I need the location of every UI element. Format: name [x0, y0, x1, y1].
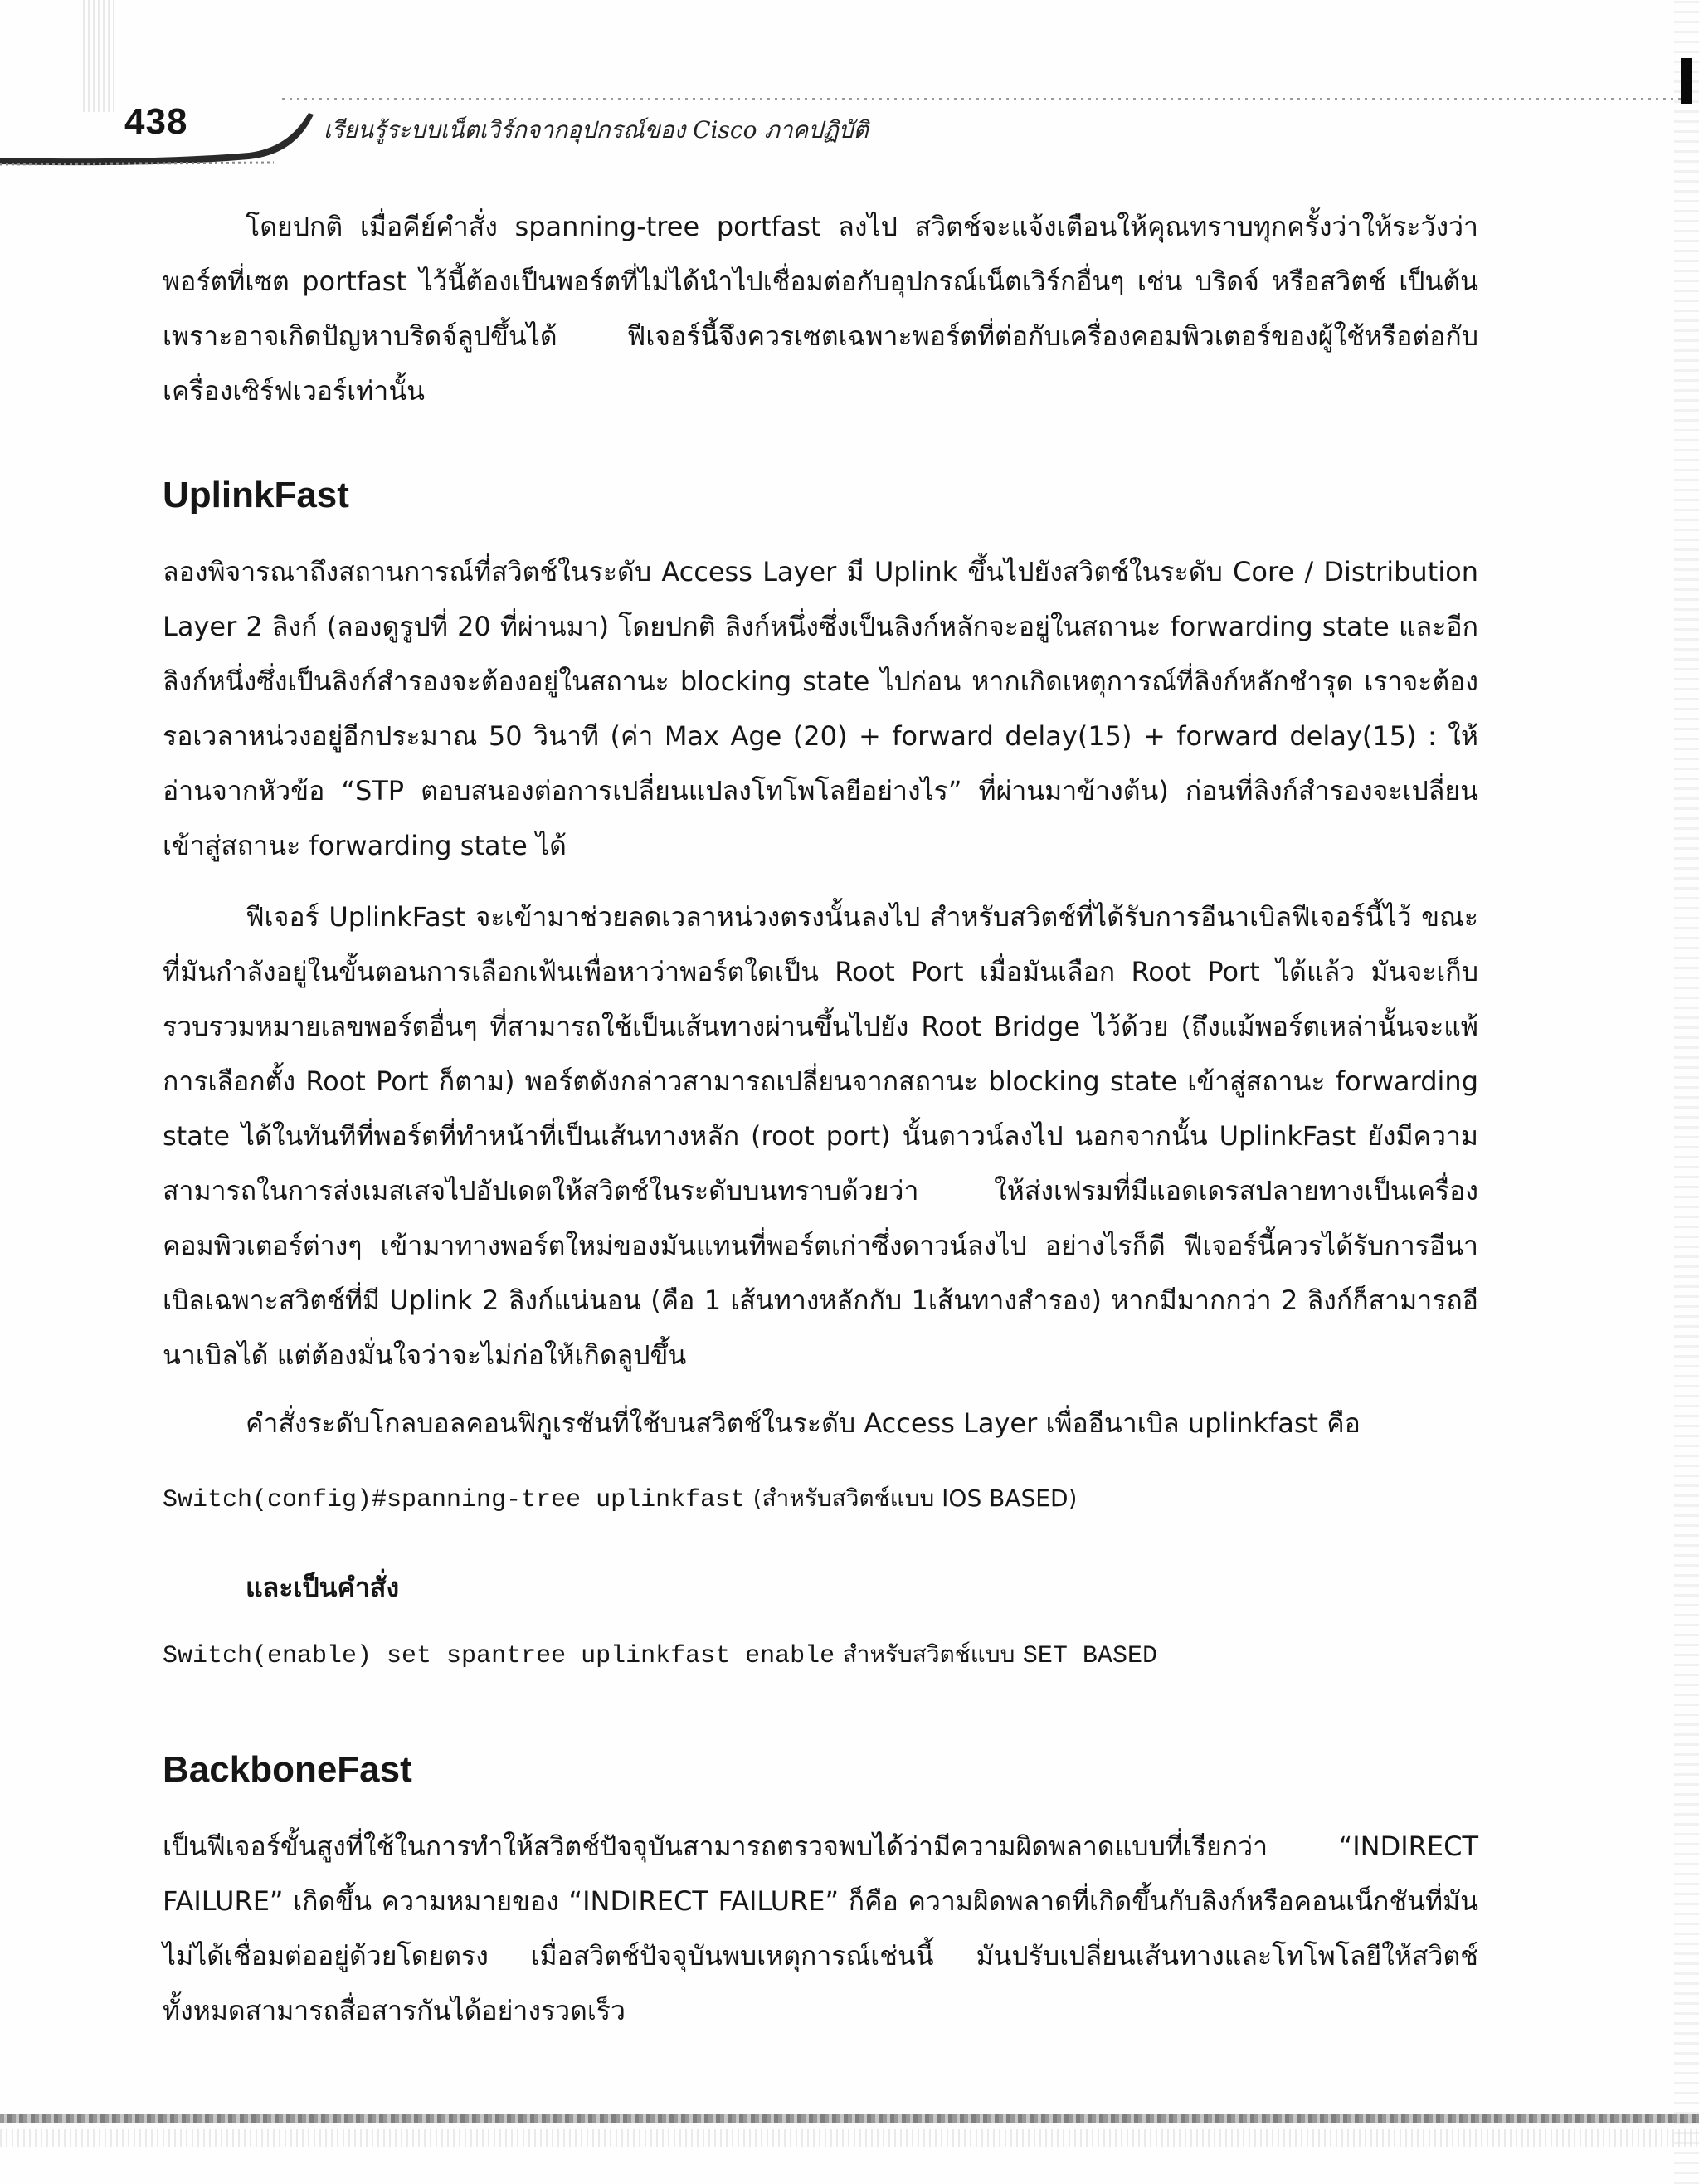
command-ios-note: (สำหรับสวิตช์แบบ IOS BASED) [752, 1484, 1078, 1512]
backbonefast-paragraph: เป็นฟีเจอร์ขั้นสูงที่ใช้ในการทำให้สวิตช์ปัจจุบันสามารถตรวจพบได้ว่ามีความผิดพลาดแบบที่เรียกว่า “INDIRECT FAILURE” เกิดขึ้น ความหมายของ “INDIRECT FAILURE” ก็คือ ความผิดพลาดที่เกิดขึ้นกับลิงก์หรือคอนเน็กชันที่มันไม่ได้เชื่อมต่ออยู่ด้วยโดยตรง เมื่อสวิตช์ปัจจุบันพบเหตุการณ์เช่นนี้ มันปรับเปลี่ยนเส้นทางและโทโพโลยีให้สวิตช์ทั้งหมดสามารถสื่อสารกันได้อย่างรวดเร็ว [163, 1831, 1478, 2026]
header-rule [282, 98, 1684, 100]
command-set-suffix: SET BASED [1022, 1642, 1157, 1670]
uplinkfast-paragraph-3: คำสั่งระดับโกลบอลคอนฟิกูเรชันที่ใช้บนสวิตช์ในระดับ Access Layer เพื่ออีนาเบิล uplinkfast คือ [246, 1407, 1361, 1439]
page-number: 438 [124, 101, 188, 142]
command-set: Switch(enable) set spantree uplinkfast enable [163, 1642, 835, 1670]
bottom-scan-rule [0, 2114, 1699, 2123]
heading-uplinkfast: UplinkFast [163, 475, 349, 515]
bottom-scan-noise [0, 2129, 1699, 2147]
and-command-label: และเป็นคำสั่ง [246, 1572, 400, 1603]
command-line-set [163, 1636, 1157, 1673]
page-edge-mark [1681, 58, 1692, 104]
uplinkfast-paragraph-1: ลองพิจารณาถึงสถานการณ์ที่สวิตช์ในระดับ Access Layer มี Uplink ขึ้นไปยังสวิตช์ในระดับ Core / Distribution Layer 2 ลิงก์ (ลองดูรูปที่ 20 ที่ผ่านมา) โดยปกติ ลิงก์หนึ่งซึ่งเป็นลิงก์หลักจะอยู่ในสถานะ forwarding state และอีกลิงก์หนึ่งซึ่งเป็นลิงก์สำรองจะต้องอยู่ในสถานะ blocking state ไปก่อน หากเกิดเหตุการณ์ที่ลิงก์หลักชำรุด เราจะต้องรอเวลาหน่วงอยู่อีกประมาณ 50 วินาที (ค่า Max Age (20) + forward delay(15) + forward delay(15) : ให้อ่านจากหัวข้อ “STP ตอบสนองต่อการเปลี่ยนแปลงโทโพโลยีอย่างไร” ที่ผ่านมาข้างต้น) ก่อนที่ลิงก์สำรองจะเปลี่ยนเข้าสู่สถานะ forwarding state ได้ [163, 556, 1478, 861]
running-header: เรียนรู้ระบบเน็ตเวิร์กจากอุปกรณ์ของ Cisco ภาคปฏิบัติ [324, 116, 869, 144]
command-set-note: สำหรับสวิตช์แบบ [842, 1640, 1015, 1668]
uplinkfast-paragraph-2: ฟีเจอร์ UplinkFast จะเข้ามาช่วยลดเวลาหน่วงตรงนั้นลงไป สำหรับสวิตช์ที่ได้รับการอีนาเบิลฟีเจอร์นี้ไว้ ขณะที่มันกำลังอยู่ในขั้นตอนการเลือกเฟ้นเพื่อหาว่าพอร์ตใดเป็น Root Port เมื่อมันเลือก Root Port ได้แล้ว มันจะเก็บรวบรวมหมายเลขพอร์ตอื่นๆ ที่สามารถใช้เป็นเส้นทางผ่านขึ้นไปยัง Root Bridge ไว้ด้วย (ถึงแม้พอร์ตเหล่านั้นจะแพ้การเลือกตั้ง Root Port ก็ตาม) พอร์ตดังกล่าวสามารถเปลี่ยนจากสถานะ blocking state เข้าสู่สถานะ forwarding state ได้ในทันทีที่พอร์ตที่ทำหน้าที่เป็นเส้นทางหลัก (root port) นั้นดาวน์ลงไป นอกจากนั้น UplinkFast ยังมีความสามารถในการส่งเมสเสจไปอัปเดตให้สวิตช์ในระดับบนทราบด้วยว่า ให้ส่งเฟรมที่มีแอดเดรสปลายทางเป็นเครื่องคอมพิวเตอร์ต่างๆ เข้ามาทางพอร์ตใหม่ของมันแทนที่พอร์ตเก่าซึ่งดาวน์ลงไป อย่างไรก็ดี ฟีเจอร์นี้ควรได้รับการอีนาเบิลเฉพาะสวิตช์ที่มี Uplink 2 ลิงก์แน่นอน (คือ 1 เส้นทางหลักกับ 1เส้นทางสำรอง) หากมีมากกว่า 2 ลิงก์ก็สามารถอีนาเบิลได้ แต่ต้องมั่นใจว่าจะไม่ก่อให้เกิดลูปขึ้น [163, 901, 1478, 1371]
heading-backbonefast: BackboneFast [163, 1749, 412, 1790]
intro-paragraph: โดยปกติ เมื่อคีย์คำสั่ง spanning-tree portfast ลงไป สวิตช์จะแจ้งเตือนให้คุณทราบทุกครั้งว่าให้ระวังว่าพอร์ตที่เซต portfast ไว้นี้ต้องเป็นพอร์ตที่ไม่ได้นำไปเชื่อมต่อกับอุปกรณ์เน็ตเวิร์กอื่นๆ เช่น บริดจ์ หรือสวิตช์ เป็นต้น เพราะอาจเกิดปัญหาบริดจ์ลูปขึ้นได้ ฟีเจอร์นี้จึงควรเซตเฉพาะพอร์ตที่ต่อกับเครื่องคอมพิวเตอร์ของผู้ใช้หรือต่อกับเครื่องเซิร์ฟเวอร์เท่านั้น [163, 211, 1478, 407]
scan-artifact-right [1674, 0, 1699, 2184]
command-ios: Switch(config)#spanning-tree uplinkfast [163, 1486, 746, 1514]
command-line-ios [163, 1480, 1077, 1517]
